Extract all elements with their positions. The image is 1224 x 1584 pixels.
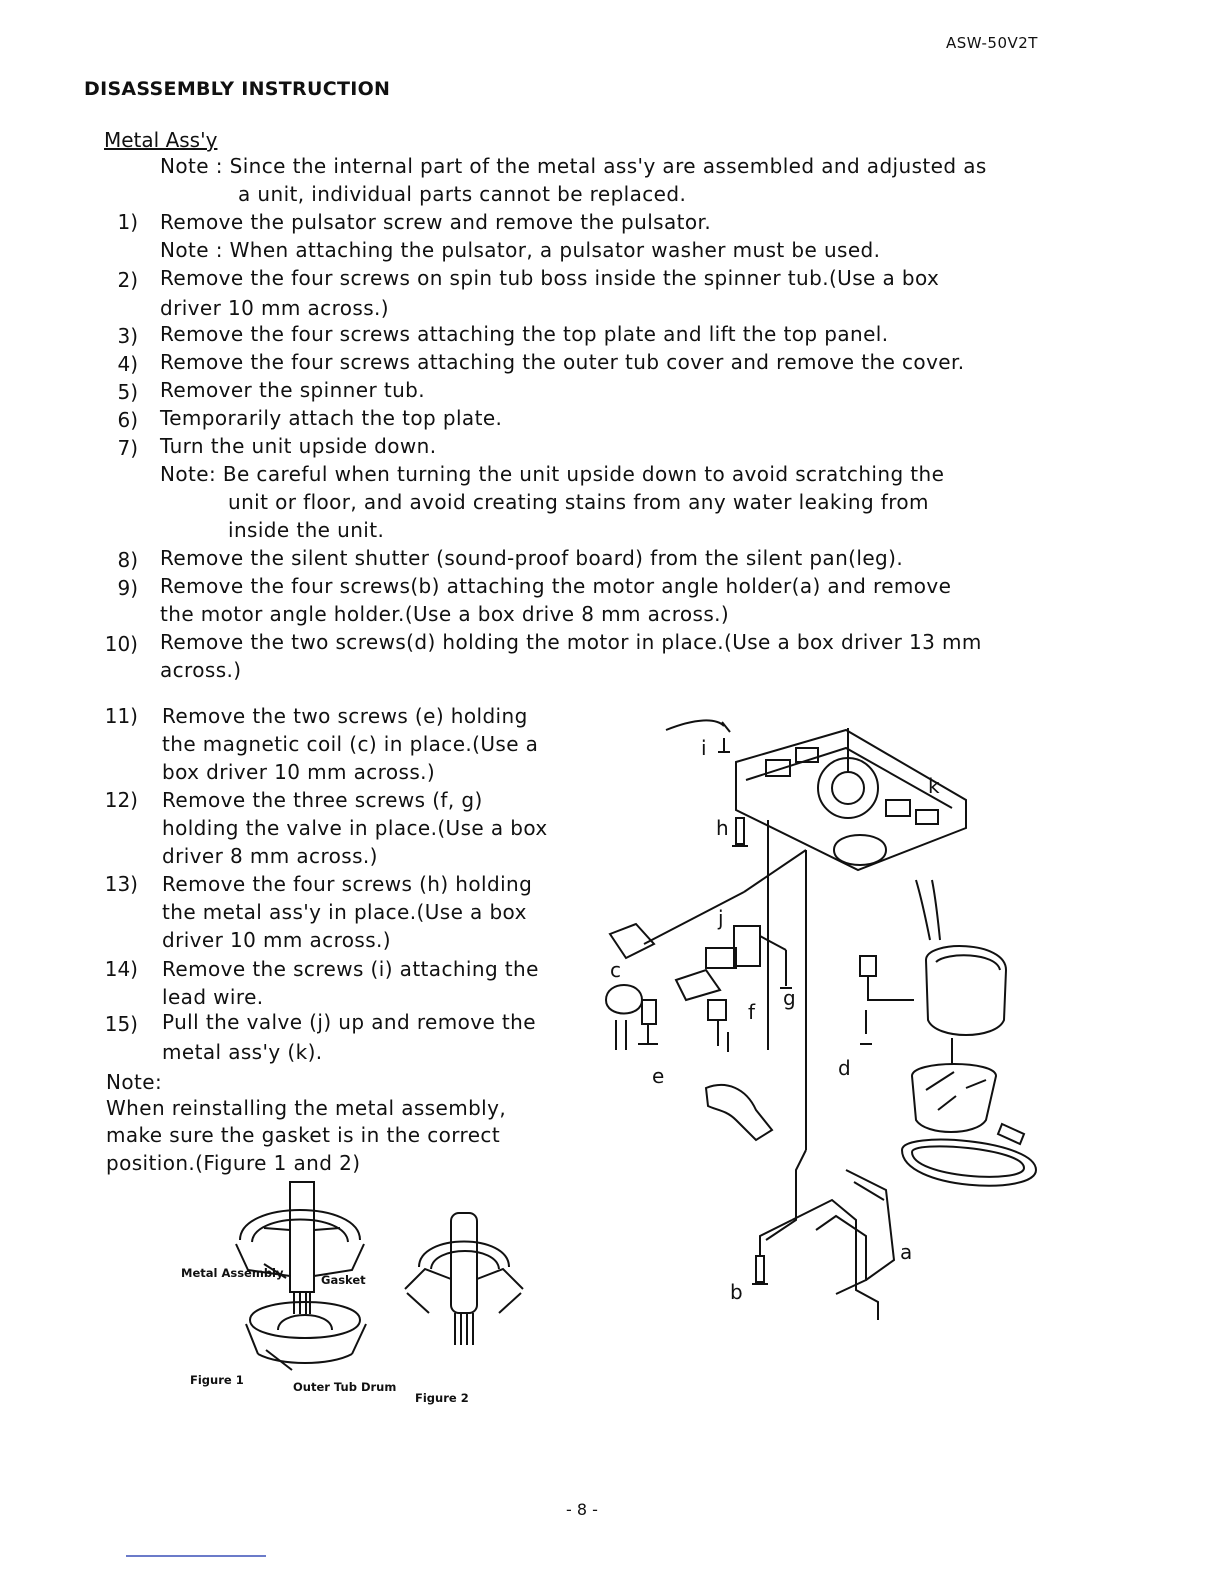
figure-2-drawing (395, 1205, 535, 1365)
step-text: driver 8 mm across.) (162, 844, 378, 868)
figure-2-caption: Figure 2 (415, 1391, 469, 1405)
step-text: driver 10 mm across.) (162, 928, 391, 952)
step-text: Remove the four screws(b) attaching the motor angle holder(a) and remove (160, 574, 952, 598)
outer-tub-drum-label: Outer Tub Drum (293, 1380, 397, 1394)
step-text: Remove the four screws (h) holding (162, 872, 533, 896)
step-number: 6) (117, 408, 138, 432)
label-h: h (716, 816, 729, 840)
step-number: 9) (117, 576, 138, 600)
footer-rule (126, 1555, 266, 1557)
step-number: 11) (104, 704, 138, 728)
label-j: j (718, 906, 724, 930)
step-text: Remover the spinner tub. (160, 378, 426, 402)
step-text: Turn the unit upside down. (160, 434, 437, 458)
step-number: 15) (104, 1012, 138, 1036)
label-d: d (838, 1056, 851, 1080)
step-text: the metal ass'y in place.(Use a box (162, 900, 527, 924)
final-note-line: make sure the gasket is in the correct (106, 1123, 501, 1147)
figure-1-drawing (180, 1180, 410, 1380)
intro-note-line1: Note : Since the internal part of the metal ass'y are assembled and adjusted as (160, 154, 987, 178)
step-number: 12) (104, 788, 138, 812)
gasket-label: Gasket (321, 1273, 366, 1287)
step-number: 2) (117, 268, 138, 292)
step-number: 3) (117, 324, 138, 348)
page-title: DISASSEMBLY INSTRUCTION (84, 78, 391, 100)
step-number: 13) (104, 872, 138, 896)
step-note: Note : When attaching the pulsator, a pulsator washer must be used. (160, 238, 881, 262)
model-number: ASW-50V2T (946, 34, 1038, 52)
step-number: 14) (104, 957, 138, 981)
step-note: Note: Be careful when turning the unit upside down to avoid scratching the (160, 462, 945, 486)
label-f: f (748, 1000, 756, 1024)
step-note: inside the unit. (228, 518, 385, 542)
step-number: 10) (104, 632, 138, 656)
step-note: unit or floor, and avoid creating stains from any water leaking from (228, 490, 929, 514)
step-text: Remove the three screws (f, g) (162, 788, 483, 812)
step-text: across.) (160, 658, 242, 682)
label-g: g (783, 986, 796, 1010)
step-text: metal ass'y (k). (162, 1040, 323, 1064)
step-text: the motor angle holder.(Use a box drive 8 mm across.) (160, 602, 730, 626)
step-text: Remove the silent shutter (sound-proof board) from the silent pan(leg). (160, 546, 904, 570)
step-text: Temporarily attach the top plate. (160, 406, 503, 430)
step-text: holding the valve in place.(Use a box (162, 816, 548, 840)
label-c: c (610, 958, 621, 982)
step-number: 5) (117, 380, 138, 404)
section-heading: Metal Ass'y (104, 128, 218, 152)
final-note-line: position.(Figure 1 and 2) (106, 1151, 361, 1175)
final-note-line: When reinstalling the metal assembly, (106, 1096, 507, 1120)
step-number: 8) (117, 548, 138, 572)
step-text: box driver 10 mm across.) (162, 760, 436, 784)
figure-1-caption: Figure 1 (190, 1373, 244, 1387)
step-text: Remove the four screws attaching the outer tub cover and remove the cover. (160, 350, 965, 374)
step-number: 1) (117, 210, 138, 234)
step-text: driver 10 mm across.) (160, 296, 389, 320)
step-text: Remove the two screws (e) holding (162, 704, 528, 728)
label-i: i (701, 736, 707, 760)
intro-note-line2: a unit, individual parts cannot be replaced. (238, 182, 687, 206)
final-note-label: Note: (106, 1070, 163, 1094)
page-number: - 8 - (566, 1500, 598, 1519)
step-text: Pull the valve (j) up and remove the (162, 1010, 536, 1034)
step-text: Remove the screws (i) attaching the (162, 957, 539, 981)
step-number: 4) (117, 352, 138, 376)
step-text: Remove the four screws on spin tub boss inside the spinner tub.(Use a box (160, 266, 940, 290)
label-k: k (928, 774, 940, 798)
label-b: b (730, 1280, 743, 1304)
exploded-diagram (596, 700, 1046, 1320)
label-e: e (652, 1064, 665, 1088)
step-text: Remove the two screws(d) holding the motor in place.(Use a box driver 13 mm (160, 630, 982, 654)
step-text: Remove the pulsator screw and remove the pulsator. (160, 210, 712, 234)
step-text: lead wire. (162, 985, 264, 1009)
label-a: a (900, 1240, 913, 1264)
step-text: Remove the four screws attaching the top plate and lift the top panel. (160, 322, 889, 346)
step-text: the magnetic coil (c) in place.(Use a (162, 732, 539, 756)
step-number: 7) (117, 436, 138, 460)
metal-assembly-label: Metal Assembly (181, 1266, 284, 1280)
